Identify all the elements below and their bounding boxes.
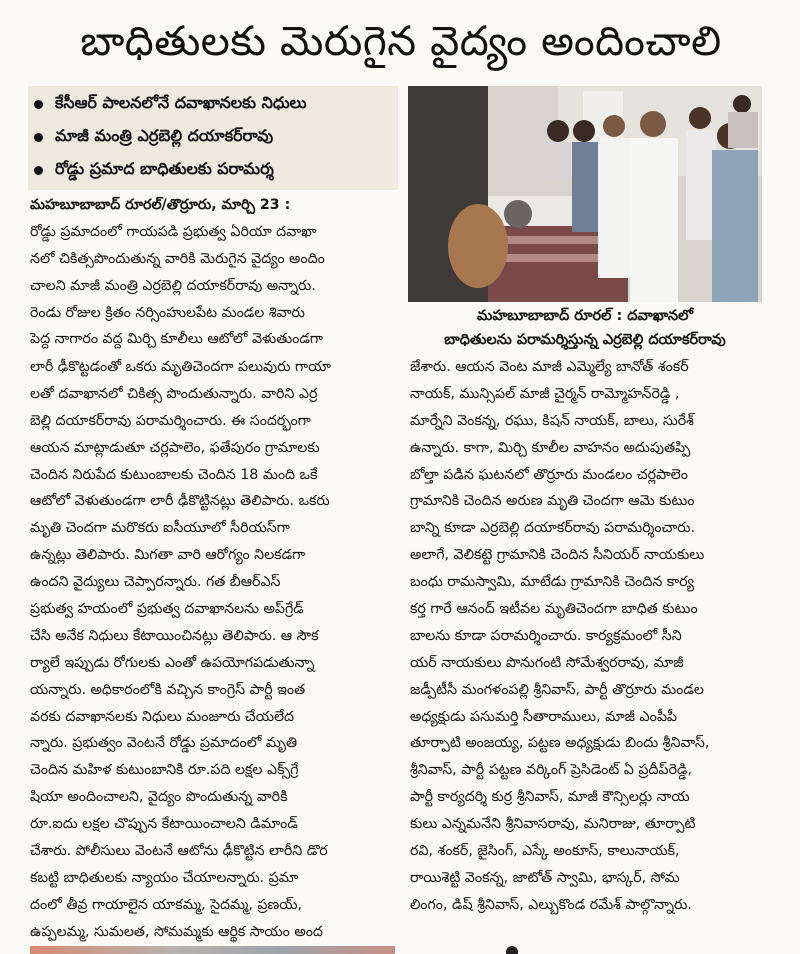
text-line: చేసి అనేక నిధులు కేటాయించినట్లు తెలిపారు. ఆ సౌక bbox=[30, 627, 319, 644]
text-line: మహబూబాబాద్ రూరల్/తొర్రూరు, మార్చి 23 : bbox=[30, 197, 291, 213]
text-line: ఉందని వైద్యులు చెప్పారన్నారు. గత బీఆర్ఎస్ bbox=[30, 574, 281, 591]
caption-line: బాధితులను పరామర్శిస్తున్న ఎర్రబెల్లి దయాకర్‌రావు bbox=[444, 332, 726, 348]
article-column-left bbox=[30, 354, 402, 946]
bullet-icon bbox=[34, 133, 43, 142]
text-line: ప్రభుత్వ హయంలో ప్రభుత్వ దవాఖానలను అప్‌గ్రేడ్ bbox=[30, 601, 304, 618]
text-line: కులు ఎన్నమనేని శ్రీనివాసరావు, మనిరాజు, తూర్పాటి bbox=[410, 816, 696, 833]
text-line: బాలను కూడా పరామర్శించారు. కార్యక్రమంలో సీని bbox=[410, 627, 682, 644]
text-line: పెద్ద నాగారం వద్ద మిర్చి కూలీలు ఆటోలో వెళుతుండగా bbox=[30, 331, 323, 348]
text-line: పార్టీ కార్యదర్శి కుర్ర శ్రీనివాస్, మాజీ కౌన్సిలర్లు నాయ bbox=[410, 789, 690, 806]
next-article-image bbox=[30, 946, 395, 954]
next-article-bullet-icon bbox=[506, 946, 518, 954]
text-line: యర్ నాయకులు పొనుగంటి సోమేశ్వరరావు, మాజీ bbox=[410, 654, 684, 671]
article-column-left-top bbox=[30, 192, 402, 353]
text-line: మృతి చెందగా మరొకరు ఐసీయూలో సీరియస్‌గా bbox=[30, 520, 290, 537]
text-line: చెందిన మహిళ కుటుంబానికి రూ.పది లక్షల ఎక్స్‌గ్రే bbox=[30, 762, 299, 779]
text-line: ఉప్పలమ్మ, సుమలత, సోమమ్మకు ఆర్థిక సాయం అంద bbox=[30, 923, 323, 940]
news-photo bbox=[408, 86, 762, 302]
text-line: ఉన్నారు. కాగా, మిర్చి కూలీల వాహనం అదుపుతప్పి bbox=[410, 439, 691, 456]
highlights-list bbox=[34, 88, 398, 187]
highlight-text: కేసీఆర్ పాలనలోనే దవాఖానలకు నిధులు bbox=[55, 93, 307, 112]
text-line: షియా అందించాలని, వైద్యం పొందుతున్న వారికి bbox=[30, 789, 288, 806]
highlight-text: రోడ్డు ప్రమాద బాధితులకు పరామర్శ bbox=[55, 159, 274, 178]
text-line: లారీ ఢీకొట్టడంతో ఒకరు మృతిచెందగా పలువురు గాయా bbox=[30, 359, 331, 375]
text-line: రెండు రోజుల క్రితం నర్సింహులపేట మండల శివారు bbox=[30, 304, 305, 321]
text-line: బెల్లి దయాకర్‌రావు పరామర్శించారు. ఈ సందర్భంగా bbox=[30, 412, 311, 429]
text-line: బోల్తా పడిన ఘటనలో తొర్రూరు మండలం చర్లపాలెం bbox=[410, 466, 688, 483]
text-line: శ్రీనివాస్, పార్టీ పట్టణ వర్కింగ్ ప్రెసిడెంట్ ఏ ప్రదీప్‌రెడ్డి, bbox=[410, 762, 692, 779]
caption-line: మహబూబాబాద్ రూరల్ : దవాఖానలో bbox=[476, 308, 693, 324]
text-line: ఆటోలో వెళుతుండగా లారీ ఢీకొట్టినట్లు తెలిపారు. ఒకరు bbox=[30, 493, 330, 510]
text-line: తూర్పాటి అంజయ్య, పట్టణ అధ్యక్షుడు బిందు శ్రీనివాస్, bbox=[410, 735, 710, 752]
text-line: ర్యాలే ఇప్పుడు రోగులకు ఎంతో ఉపయోగపడుతున్నా bbox=[30, 654, 315, 671]
text-line: లతో దవాఖానలో చికిత్స పొందుతున్నారు. వారిని ఎర్ర bbox=[30, 385, 318, 402]
highlight-item bbox=[34, 154, 398, 187]
text-line: చెందిన నిరుపేద కుటుంబాలకు చెందిన 18 మంది ఒకే bbox=[30, 466, 318, 483]
text-line: రూ.ఐదు లక్షల చొప్పున కేటాయించాలని డిమాండ్ bbox=[30, 816, 298, 833]
highlights-box bbox=[28, 86, 398, 190]
text-line: నలో చికిత్సపొందుతున్న వారికి మెరుగైన వైద్యం అందిం bbox=[30, 250, 325, 267]
text-line: నాయక్, మున్సిపల్ మాజీ చైర్మన్ రామ్మోహన్‌రెడ్డి , bbox=[410, 385, 680, 402]
text-line: జడ్పీటీసీ మంగళంపల్లి శ్రీనివాస్, పార్టీ తొర్రూరు మండల bbox=[410, 681, 704, 698]
bullet-icon bbox=[34, 100, 43, 109]
text-line: జేశారు. ఆయన వెంట మాజీ ఎమ్మెల్యే బానోత్ శంకర్ bbox=[410, 359, 689, 375]
text-line: యన్నారు. అధికారంలోకి వచ్చిన కాంగ్రెస్ పార్టీ ఇంత bbox=[30, 681, 306, 698]
highlight-text: మాజీ మంత్రి ఎర్రబెల్లి దయాకర్‌రావు bbox=[55, 126, 274, 145]
text-line: బాన్ని కూడా ఎర్రబెల్లి దయాకర్‌రావు పరామర్శించారు. bbox=[410, 520, 696, 537]
text-line: రాయిశెట్టి వెంకన్న, జాటోత్ స్వామి, భాస్కర్, సోమ bbox=[410, 869, 680, 886]
text-line: లింగం, డిష్ శ్రీనివాస్, ఎల్బుకొండ రమేశ్ పాల్గొన్నారు. bbox=[410, 896, 692, 913]
article-column-right bbox=[410, 354, 770, 919]
headline: బాధితులకు మెరుగైన వైద్యం అందించాలి bbox=[80, 17, 722, 65]
text-line: చాలని మాజీ మంత్రి ఎర్రబెల్లి దయాకర్‌రావు అన్నారు. bbox=[30, 277, 316, 294]
text-line: గ్రామానికి చెందిన అరుణ మృతి చెందగా ఆమె కుటుం bbox=[410, 493, 695, 510]
text-line: రోడ్డు ప్రమాదంలో గాయపడి ప్రభుత్వ ఏరియా దవాఖా bbox=[30, 223, 317, 240]
text-line: అలాగే, వెలికట్టె గ్రామానికి చెందిన సీనియర్ నాయకులు bbox=[410, 547, 705, 564]
text-line: మార్నేని వెంకన్న, రఘు, కిషన్ నాయక్, బాలు, సురేశ్ bbox=[410, 412, 694, 429]
text-line: రవి, శంకర్, జైసింగ్, ఎస్కే అంకూస్, కాలునాయక్, bbox=[410, 843, 680, 860]
text-line: చేశారు. పోలీసులు వెంటనే ఆటోను ఢీకొట్టిన లారీని డొర bbox=[30, 843, 328, 860]
bullet-icon bbox=[34, 166, 43, 175]
text-line: వరకు దవాఖానలకు నిధులు మంజూరు చేయలేద bbox=[30, 708, 295, 725]
text-line: కబట్టి బాధితులకు న్యాయం చేయాలన్నారు. ప్రమా bbox=[30, 869, 299, 886]
text-line: దంలో తీవ్ర గాయాలైన యాకమ్మ, సైదమ్మ, ప్రణయ్, bbox=[30, 896, 302, 913]
text-line: న్నారు. ప్రభుత్వం వెంటనే రోడ్డు ప్రమాదంలో మృతి bbox=[30, 735, 298, 752]
highlight-item bbox=[34, 121, 398, 154]
text-line: బంధు రామస్వామి, మాటేడు గ్రామానికి చెందిన కార్య bbox=[410, 574, 695, 591]
text-line: ఉన్నట్లు తెలిపారు. మిగతా వారి ఆరోగ్యం నిలకడగా bbox=[30, 547, 306, 564]
text-line: కర్త గారే ఆనంద్ ఇటీవల మృతిచెందగా బాధిత కుటుం bbox=[410, 601, 698, 618]
highlight-item bbox=[34, 88, 398, 121]
text-line: ఆయన మాట్లాడుతూ చర్లపాలెం, ఫతేపురం గ్రామాలకు bbox=[30, 439, 320, 456]
hospital-visit-photo-icon bbox=[408, 86, 762, 302]
text-line: అధ్యక్షుడు పసుమర్తి సీతారాములు, మాజీ ఎంపీపీ bbox=[410, 708, 678, 725]
photo-caption bbox=[408, 304, 762, 356]
